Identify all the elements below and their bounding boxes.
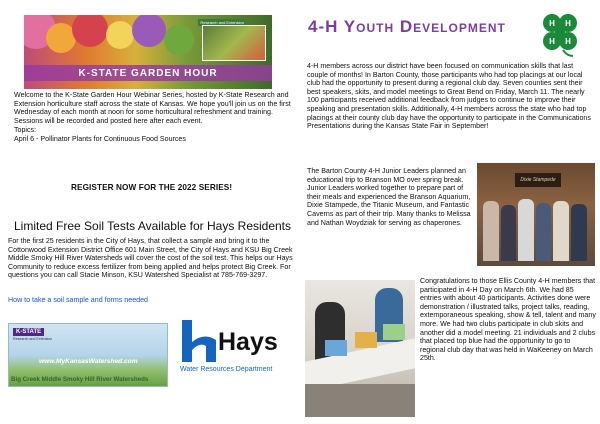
svg-text:H: H bbox=[549, 37, 555, 46]
hays-logo bbox=[180, 318, 290, 380]
svg-text:H: H bbox=[549, 19, 555, 28]
hays-sub: Water Resources Department bbox=[180, 366, 273, 373]
svg-text:H: H bbox=[565, 19, 571, 28]
junior-leaders-photo bbox=[477, 163, 595, 266]
soil-heading: Limited Free Soil Tests Available for Hays Residents bbox=[14, 219, 292, 233]
youth-para-1: 4-H members across our district have been focused on communication skills that last couple of months! In Barton County, those participants who had top placings at our local club had the opportunity to present during a regional club day. Seven counties sent their best speakers, skits, and model meetings to Great Bend on Friday, March 11. The nearly 100 participants received additional feedback from judges to continue to improve their speaking and presentation skills. Additionally, 4-H members across the state who had top placings at their county club day have the opportunity to participate in the Communications Presentations during the Kansas State Fair in September! bbox=[307, 62, 591, 131]
garden-intro: Welcome to the K-State Garden Hour Webinar Series, hosted by K-State Research and Extension horticulture staff across the state of Kansas. We hope you'll join us on the first Wednesday of each month at noon for some horticultural refreshment and training. Sessions will be recorded and posted here after each event. bbox=[14, 91, 291, 125]
soil-sample-link[interactable]: How to take a soil sample and forms needed bbox=[8, 296, 148, 304]
watershed-url: www.MyKansasWatershed.com bbox=[39, 358, 138, 365]
photo-sign: Dixie Stampede bbox=[515, 173, 561, 187]
topic-item: April 6 - Pollinator Plants for Continuous Food Sources bbox=[14, 135, 186, 143]
youth-para-3: Congratulations to those Ellis County 4-H members that participated in 4-H Day on March 6th. We had 85 entries with about 40 participants. Activities done were demonstration / illustrated talks, project talks, reading, extemporaneous speaking, show & tell, talent and many more. We had two clubs participate in club skits and another did a model meeting. 21 individuals and 2 clubs that placed top blue had the opportunity to go to regional club day that was held in WaKeeney on March 25th. bbox=[420, 277, 596, 363]
register-heading[interactable]: REGISTER NOW FOR THE 2022 SERIES! bbox=[71, 183, 233, 192]
hays-wordmark: Hays bbox=[218, 328, 278, 356]
clover-4h-icon bbox=[535, 10, 585, 60]
hays-h-icon bbox=[180, 320, 220, 362]
kstate-wordmark: K-STATE bbox=[13, 328, 44, 336]
soil-body: For the first 25 residents in the City of Hays, that collect a sample and bring it to the Cottonwood Extension District Office 601 Main Street, the City of Hays and KSU Big Creek Middle Smoky Hill River Watersheds will cover the cost of the soil test. This helps our Hays Community to reduce excess fertilizer from being applied and helps protect Big Creek. For questions you can call Stacie Minson, KSU Watershed Specialist at 785-769-3297. bbox=[8, 237, 293, 280]
garden-hour-banner bbox=[24, 15, 272, 89]
banner-tag: Research and Extension bbox=[200, 20, 244, 25]
banner-title: K-STATE GARDEN HOUR bbox=[24, 65, 272, 81]
svg-text:H: H bbox=[565, 37, 571, 46]
topics-label: Topics: bbox=[14, 126, 37, 134]
four-h-day-photo bbox=[305, 280, 415, 417]
youth-title: 4-H Youth Development bbox=[308, 17, 506, 36]
watershed-logo bbox=[8, 323, 168, 387]
kstate-sub: Research and Extension bbox=[13, 337, 53, 341]
banner-inset-image bbox=[202, 25, 266, 61]
watershed-caption: Big Creek Middle Smoky Hill River Watersheds bbox=[11, 376, 149, 383]
youth-para-2: The Barton County 4-H Junior Leaders planned an educational trip to Branson MO over spring break. Junior Leaders worked together to prepare part of their meals and experienced the Branson Aquarium, Dixie Stampede, the Titanic Museum, and Fantastic Caverns as part of their trip. Many thanks to Melissa and Nathan Woydziak for serving as chaperones. bbox=[307, 167, 471, 227]
